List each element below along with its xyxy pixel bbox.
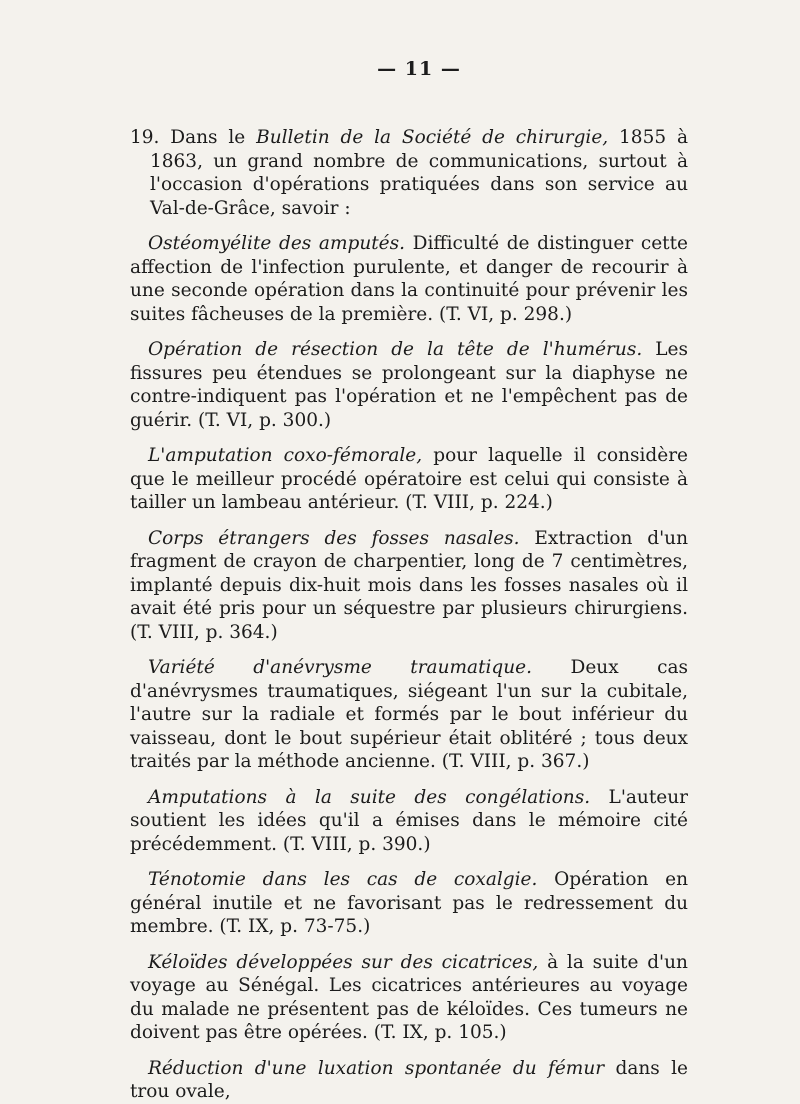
entry-paragraph — [130, 868, 688, 939]
entry-title: Ostéomyélite des amputés. — [148, 233, 406, 254]
entry-paragraph — [130, 338, 688, 432]
entry-text: Difficulté de distinguer cette affection de l'infection purulente, et danger de recourir à une seconde opération dans la continuité pour prévenir les suites fâcheuses de la première. (T. VI, p. 298.) — [130, 233, 688, 325]
entry-text: Extraction d'un fragment de crayon de charpentier, long de 7 centimètres, implanté depuis dix-huit mois dans les fosses nasales où il avait été pris pour un séquestre par plusieurs chirurgiens. (T. VIII, p. 364.) — [130, 527, 688, 643]
intro-paragraph — [130, 126, 688, 220]
page-number: — 11 — — [377, 58, 461, 80]
entry-paragraph — [130, 527, 688, 645]
entry-title: Opération de résection de la tête de l'humérus. — [148, 339, 643, 360]
entry-title: Ténotomie dans les cas de coxalgie. — [148, 869, 538, 890]
entry-text: à la suite d'un voyage au Sénégal. Les cicatrices antérieures au voyage du malade ne présentent pas de kéloïdes. Ces tumeurs ne doivent pas être opérées. (T. IX, p. 105.) — [130, 951, 688, 1043]
entry-paragraph — [130, 232, 688, 326]
entry-title: L'amputation coxo-fémorale, — [148, 445, 423, 466]
entry-paragraph — [130, 951, 688, 1045]
intro-prefix: Dans le — [170, 127, 246, 148]
entry-title: Amputations à la suite des congélations. — [148, 786, 591, 808]
journal-title: Bulletin de la Société de chirurgie, — [256, 127, 609, 148]
item-number: 19. — [130, 127, 160, 148]
entry-text: L'auteur soutient les idées qu'il a émises dans le mémoire cité précédemment. (T. VIII, p. 390.) — [130, 786, 688, 855]
entry-text: Deux cas d'anévrysmes traumatiques, siégeant l'un sur la cubitale, l'autre sur la radiale et formés par le bout inférieur du vaisseau, dont le bout supérieur était oblitéré ; tous deux traités par la méthode ancienne. (T. VIII, p. 367.) — [130, 657, 688, 772]
entry-paragraph — [130, 656, 688, 774]
entry-title: Réduction d'une luxation spontanée du fémur — [148, 1057, 605, 1079]
entry-text: pour laquelle il considère que le meilleur procédé opératoire est celui qui consiste à tailler un lambeau antérieur. (T. VIII, p. 224.) — [130, 445, 688, 513]
entry-text: Opération en général inutile et ne favorisant pas le redressement du membre. (T. IX, p. 73-75.) — [130, 869, 688, 937]
entry-paragraph — [130, 1057, 688, 1104]
document-body — [130, 126, 688, 1104]
entry-title: Variété d'anévrysme traumatique. — [148, 657, 533, 678]
entry-title: Kéloïdes développées sur des cicatrices, — [148, 951, 539, 973]
entry-text: Les fissures peu étendues se prolongeant sur la diaphyse ne contre-indiquent pas l'opération et ne l'empêchent pas de guérir. (T. VI, p. 300.) — [130, 339, 688, 431]
entry-paragraph — [130, 444, 688, 515]
entry-paragraph — [130, 786, 688, 857]
entry-text: dans le trou ovale, — [130, 1057, 688, 1102]
intro-text: 1855 à 1863, un grand nombre de communications, surtout à l'occasion d'opérations pratiquées dans son service au Val-de-Grâce, savoir : — [150, 127, 688, 219]
entry-title: Corps étrangers des fosses nasales. — [148, 527, 520, 549]
